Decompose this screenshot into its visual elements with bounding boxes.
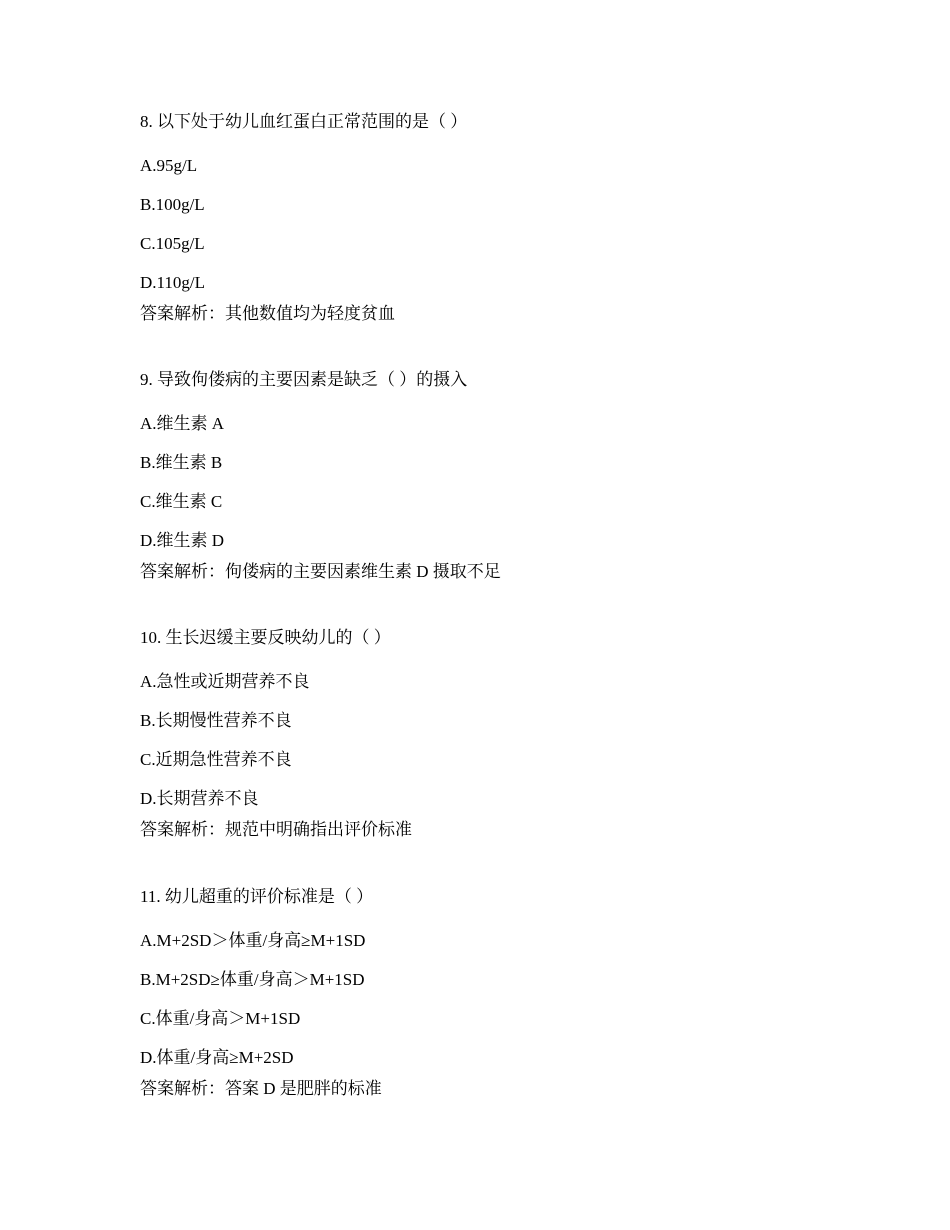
option-d: D.体重/身高≥M+2SD — [140, 1048, 294, 1067]
option-list — [140, 673, 840, 810]
option-c: C.105g/L — [140, 234, 205, 253]
option-c: C.维生素 C — [140, 492, 223, 511]
option-list — [140, 415, 840, 552]
answer-explanation: 答案解析：佝偻病的主要因素维生素 D 摄取不足 — [140, 562, 501, 581]
question-8 — [140, 113, 840, 325]
question-9 — [140, 371, 840, 583]
option-a: A.M+2SD＞体重/身高≥M+1SD — [140, 931, 366, 950]
option-b: B.100g/L — [140, 195, 205, 214]
option-d: D.110g/L — [140, 273, 206, 292]
option-list — [140, 157, 840, 294]
option-b: B.维生素 B — [140, 453, 223, 472]
question-11 — [140, 888, 840, 1100]
option-c: C.近期急性营养不良 — [140, 750, 292, 769]
option-d: D.长期营养不良 — [140, 789, 259, 808]
option-a: A.95g/L — [140, 156, 198, 175]
question-title: 10. 生长迟缓主要反映幼儿的（ ） — [140, 628, 391, 647]
option-a: A.急性或近期营养不良 — [140, 672, 310, 691]
question-title: 11. 幼儿超重的评价标准是（ ） — [140, 887, 374, 906]
answer-explanation: 答案解析：规范中明确指出评价标准 — [140, 820, 412, 839]
option-a: A.维生素 A — [140, 414, 225, 433]
question-title: 9. 导致佝偻病的主要因素是缺乏（ ）的摄入 — [140, 370, 468, 389]
question-title: 8. 以下处于幼儿血红蛋白正常范围的是（ ） — [140, 112, 468, 131]
question-10 — [140, 629, 840, 841]
answer-explanation: 答案解析：答案 D 是肥胖的标准 — [140, 1079, 382, 1098]
option-c: C.体重/身高＞M+1SD — [140, 1009, 301, 1028]
option-b: B.M+2SD≥体重/身高＞M+1SD — [140, 970, 365, 989]
option-list — [140, 932, 840, 1069]
option-b: B.长期慢性营养不良 — [140, 711, 292, 730]
option-d: D.维生素 D — [140, 531, 225, 550]
answer-explanation: 答案解析：其他数值均为轻度贫血 — [140, 304, 395, 323]
